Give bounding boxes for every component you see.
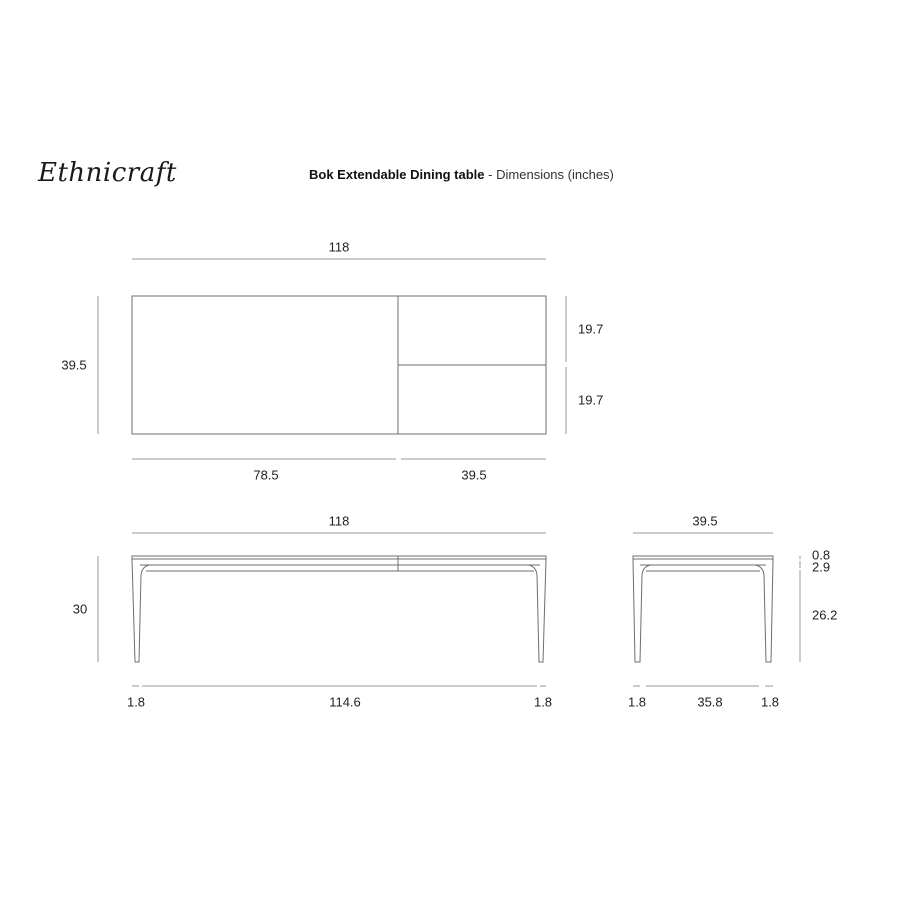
title-separator: -: [488, 167, 493, 182]
top-view-leaf-upper: [398, 296, 546, 365]
label-side-leg-height: 26.2: [812, 607, 838, 623]
front-right-leg: [528, 559, 546, 662]
label-front-between-legs: 114.6: [329, 694, 361, 710]
label-side-apron-height: 2.9: [812, 559, 831, 575]
front-view-table: [132, 556, 546, 662]
label-extension-length: 39.5: [461, 467, 487, 483]
title-subtitle: Dimensions (inches): [496, 167, 614, 182]
top-view-leaf-lower: [398, 365, 546, 434]
product-name: Bok Extendable Dining table: [309, 167, 485, 182]
label-leaf-upper: 19.7: [578, 321, 604, 337]
ethnicraft-logo: Ethnicraft: [38, 158, 177, 188]
label-side-leg-right: 1.8: [760, 694, 780, 710]
label-side-between-legs: 35.8: [697, 694, 723, 710]
label-side-depth: 39.5: [692, 513, 718, 529]
side-view-table: [633, 556, 773, 662]
front-tabletop: [132, 556, 546, 559]
label-front-height: 30: [72, 601, 88, 617]
label-top-depth: 39.5: [61, 357, 87, 373]
side-tabletop: [633, 556, 773, 559]
label-front-leg-left: 1.8: [126, 694, 146, 710]
label-top-overall-length: 118: [328, 239, 350, 255]
side-left-leg: [633, 559, 651, 662]
side-right-leg: [755, 559, 773, 662]
label-side-leg-left: 1.8: [627, 694, 647, 710]
label-front-overall-length: 118: [328, 513, 350, 529]
top-view-main-top: [132, 296, 398, 434]
front-left-leg: [132, 559, 150, 662]
label-main-length: 78.5: [253, 467, 279, 483]
label-leaf-lower: 19.7: [578, 392, 604, 408]
label-front-leg-right: 1.8: [533, 694, 553, 710]
label-side-top-thickness: 0.8: [812, 547, 831, 563]
